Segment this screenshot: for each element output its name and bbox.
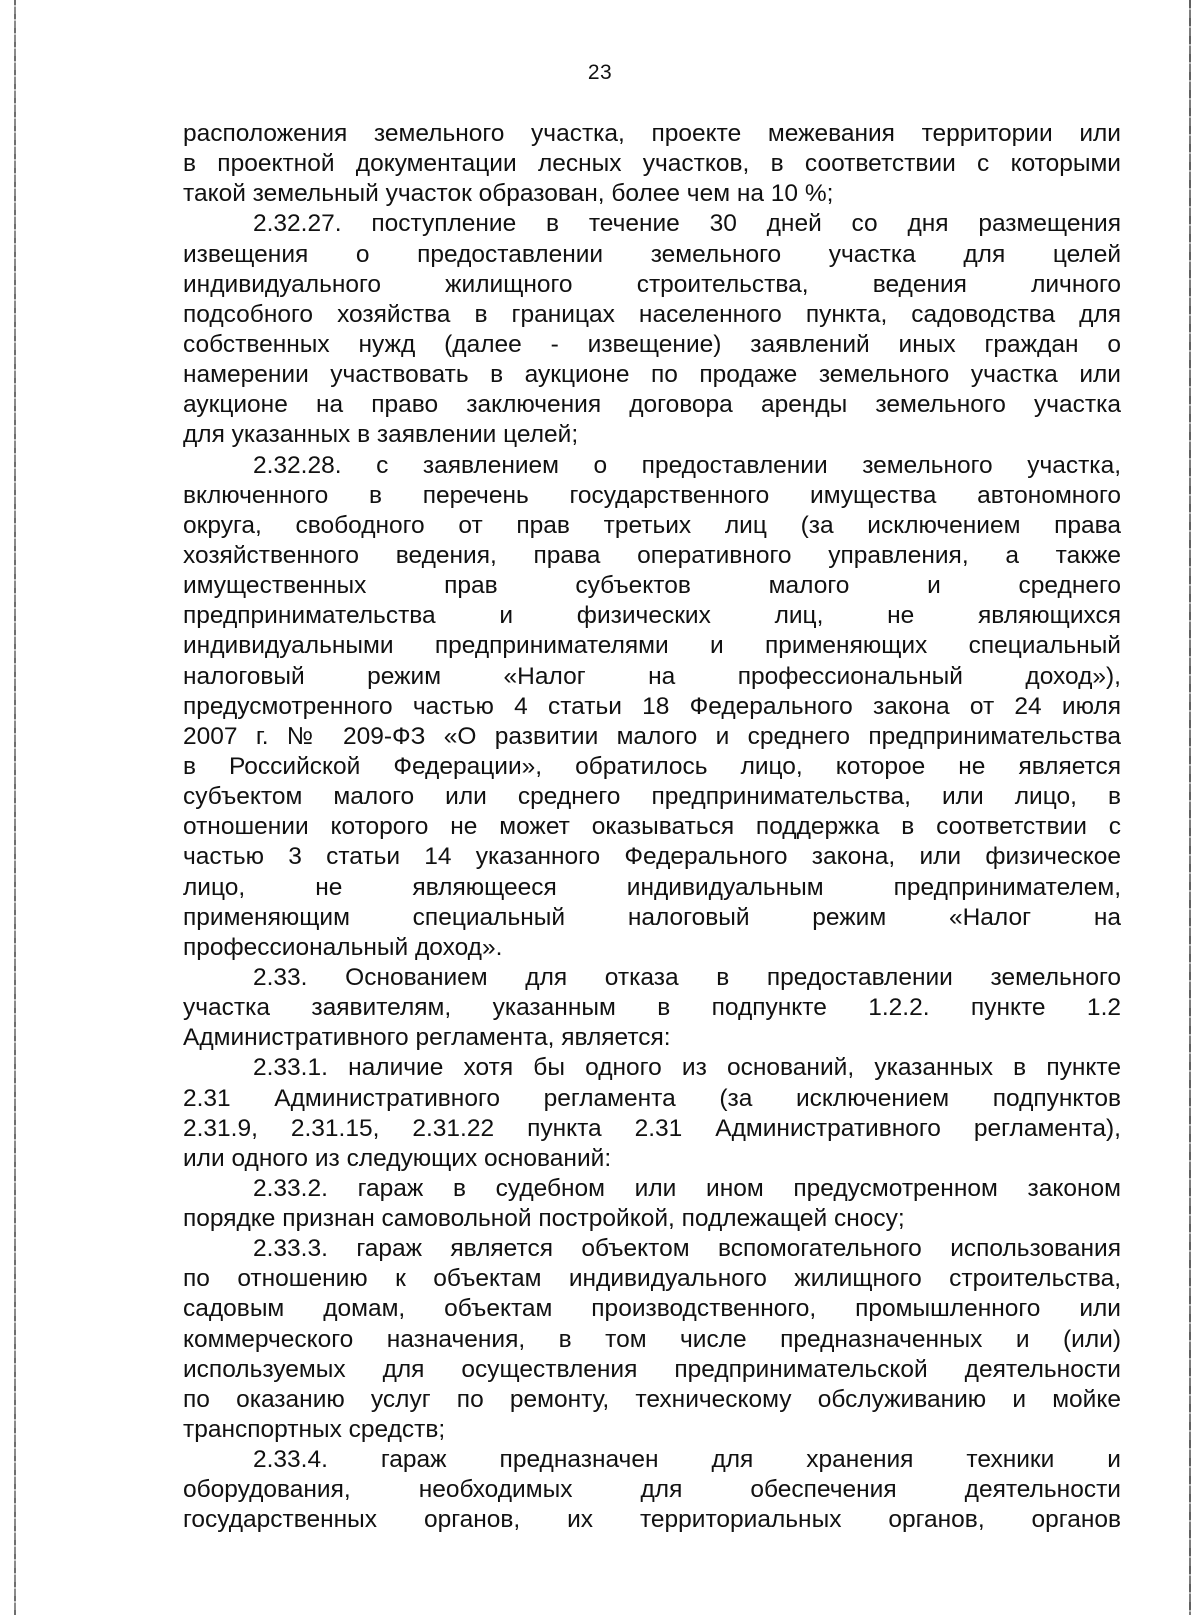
text-line: индивидуальными предпринимателями и применяющих специальный (183, 632, 1121, 660)
text-line: садовым домам, объектам производственного, промышленного или (183, 1295, 1121, 1323)
text-line: 2.33.3. гараж является объектом вспомогательного использования (253, 1235, 1121, 1263)
text-line: в проектной документации лесных участков, в соответствии с которыми (183, 150, 1121, 178)
text-line: профессиональный доход». (183, 933, 503, 961)
text-line: 2.33.2. гараж в судебном или ином предусмотренном законом (253, 1174, 1121, 1202)
text-line: 2007 г. № 209-ФЗ «О развитии малого и среднего предпринимательства (183, 722, 1121, 750)
scan-edge-right (1189, 0, 1191, 1615)
page-number: 23 (587, 61, 613, 84)
text-line: в Российской Федерации», обратилось лицо, которое не является (183, 752, 1121, 780)
text-line: 2.33.4. гараж предназначен для хранения техники и (253, 1446, 1121, 1474)
text-line: аукционе на право заключения договора аренды земельного участка (183, 391, 1121, 419)
text-line: порядке признан самовольной постройкой, подлежащей сносу; (183, 1205, 905, 1233)
text-line: Административного регламента, является: (183, 1024, 671, 1052)
text-line: 2.31 Административного регламента (за исключением подпунктов (183, 1084, 1121, 1112)
text-line: государственных органов, их территориальных органов, органов (183, 1506, 1121, 1534)
text-line: по оказанию услуг по ремонту, техническому обслуживанию и мойке (183, 1385, 1121, 1413)
text-line: имущественных прав субъектов малого и среднего (183, 572, 1121, 600)
text-line: собственных нужд (далее - извещение) заявлений иных граждан о (183, 330, 1121, 358)
text-line: извещения о предоставлении земельного участка для целей (183, 240, 1121, 268)
text-line: применяющим специальный налоговый режим «Налог на (183, 903, 1121, 931)
text-line: частью 3 статьи 14 указанного Федерального закона, или физическое (183, 843, 1121, 871)
text-line: 2.31.9, 2.31.15, 2.31.22 пункта 2.31 Административного регламента), (183, 1114, 1121, 1142)
text-line: такой земельный участок образован, более чем на 10 %; (183, 180, 834, 208)
text-line: 2.33.1. наличие хотя бы одного из оснований, указанных в пункте (253, 1054, 1121, 1082)
text-line: 2.33. Основанием для отказа в предоставлении земельного (253, 963, 1121, 991)
text-line: транспортных средств; (183, 1416, 446, 1444)
document-body (183, 119, 1121, 1536)
text-line: используемых для осуществления предпринимательской деятельности (183, 1355, 1121, 1383)
text-line: или одного из следующих оснований: (183, 1144, 612, 1172)
text-line: 2.32.28. с заявлением о предоставлении земельного участка, (253, 451, 1121, 479)
text-line: для указанных в заявлении целей; (183, 421, 579, 449)
text-line: коммерческого назначения, в том числе предназначенных и (или) (183, 1325, 1121, 1353)
text-line: по отношению к объектам индивидуального жилищного строительства, (183, 1265, 1121, 1293)
text-line: подсобного хозяйства в границах населенного пункта, садоводства для (183, 300, 1121, 328)
text-line: субъектом малого или среднего предпринимательства, или лицо, в (183, 783, 1121, 811)
text-line: участка заявителям, указанным в подпункте 1.2.2. пункте 1.2 (183, 994, 1121, 1022)
text-line: предусмотренного частью 4 статьи 18 Федерального закона от 24 июля (183, 692, 1121, 720)
text-line: оборудования, необходимых для обеспечения деятельности (183, 1476, 1121, 1504)
text-line: 2.32.27. поступление в течение 30 дней со дня размещения (253, 210, 1121, 238)
scan-edge-left (14, 0, 16, 1615)
text-line: предпринимательства и физических лиц, не являющихся (183, 602, 1121, 630)
text-line: хозяйственного ведения, права оперативного управления, а также (183, 541, 1121, 569)
text-line: лицо, не являющееся индивидуальным предпринимателем, (183, 873, 1121, 901)
text-line: отношении которого не может оказываться поддержка в соответствии с (183, 813, 1121, 841)
text-line: намерении участвовать в аукционе по продаже земельного участка или (183, 361, 1121, 389)
text-line: округа, свободного от прав третьих лиц (за исключением права (183, 511, 1121, 539)
text-line: налоговый режим «Налог на профессиональный доход»), (183, 662, 1121, 690)
text-line: включенного в перечень государственного имущества автономного (183, 481, 1121, 509)
text-line: расположения земельного участка, проекте межевания территории или (183, 120, 1121, 147)
text-line: индивидуального жилищного строительства, ведения личного (183, 270, 1121, 298)
